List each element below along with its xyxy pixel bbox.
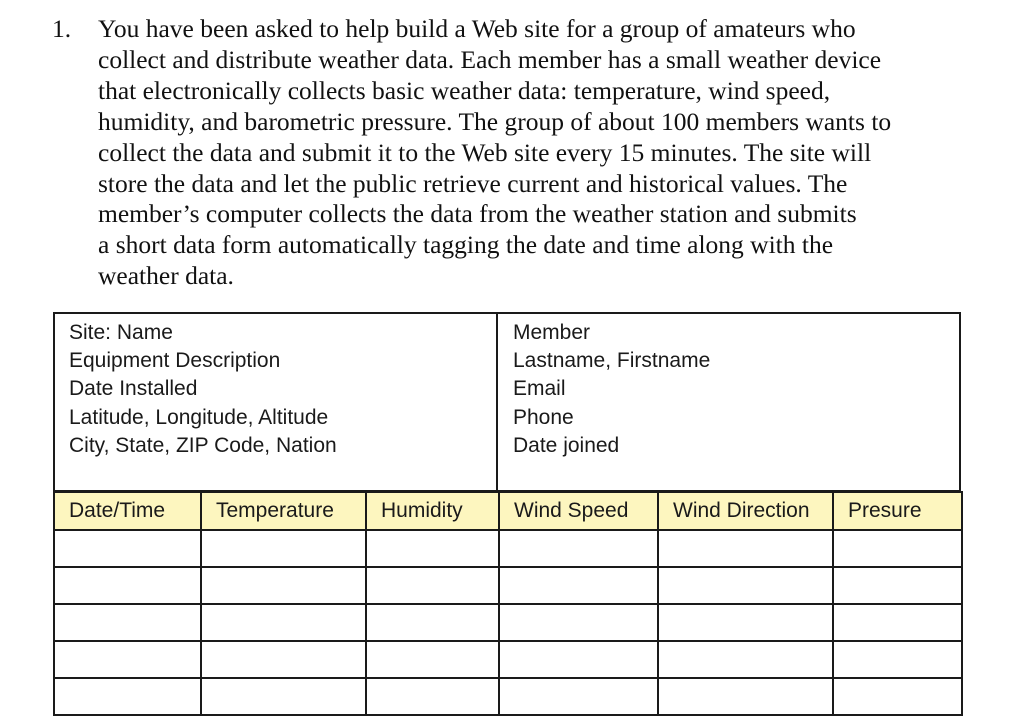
question-line: collect and distribute weather data. Each member has a small weather device: [98, 44, 882, 74]
question-line: member’s computer collects the data from the weather station and submits: [98, 199, 857, 229]
column-header-temperature: Temperature: [201, 492, 366, 530]
table-row: [54, 604, 962, 641]
table-row: [54, 530, 962, 567]
site-info-section: [69, 319, 337, 460]
weather-readings-table: [53, 491, 963, 716]
column-header-humidity: Humidity: [366, 492, 499, 530]
question-line: a short data form automatically tagging the date and time along with the: [98, 230, 834, 260]
table-cell: [201, 604, 366, 641]
table-cell: [499, 567, 658, 604]
table-cell: [54, 641, 201, 678]
site-name-label: Site: Name: [69, 321, 173, 344]
column-header-wind-direction: Wind Direction: [658, 492, 833, 530]
member-name-label: Lastname, Firstname: [513, 349, 711, 373]
member-phone-label: Phone: [513, 405, 574, 429]
question-number: 1.: [52, 14, 72, 43]
table-cell: [833, 567, 962, 604]
column-header-date-time: Date/Time: [54, 492, 201, 530]
table-header-row: [54, 492, 962, 530]
table-cell: [366, 567, 499, 604]
question-text: [98, 14, 998, 292]
question-line: collect the data and submit it to the Web site every 15 minutes. The site will: [98, 137, 872, 167]
question-line: You have been asked to help build a Web site for a group of amateurs who: [98, 14, 856, 43]
table-cell: [366, 530, 499, 567]
member-email-label: Email: [513, 377, 566, 401]
form-header-divider: [496, 312, 498, 492]
table-cell: [499, 604, 658, 641]
column-header-pressure: Presure: [833, 492, 962, 530]
member-info-section: [513, 319, 710, 460]
table-cell: [54, 678, 201, 715]
lat-long-alt-label: Latitude, Longitude, Altitude: [69, 405, 329, 429]
table-cell: [366, 678, 499, 715]
table-cell: [201, 567, 366, 604]
table-cell: [201, 678, 366, 715]
table-cell: [54, 567, 201, 604]
table-cell: [499, 530, 658, 567]
table-cell: [366, 641, 499, 678]
table-cell: [54, 530, 201, 567]
table-cell: [201, 641, 366, 678]
table-cell: [499, 641, 658, 678]
table-cell: [658, 567, 833, 604]
table-row: [54, 678, 962, 715]
table-row: [54, 641, 962, 678]
table-cell: [833, 641, 962, 678]
equipment-description-label: Equipment Description: [69, 349, 281, 373]
member-date-joined-label: Date joined: [513, 433, 620, 457]
member-heading: Member: [513, 321, 591, 344]
table-row: [54, 567, 962, 604]
table-cell: [499, 678, 658, 715]
table-cell: [658, 530, 833, 567]
table-cell: [658, 678, 833, 715]
table-cell: [833, 604, 962, 641]
column-header-wind-speed: Wind Speed: [499, 492, 658, 530]
table-cell: [833, 678, 962, 715]
question-line: store the data and let the public retrieve current and historical values. The: [98, 168, 848, 198]
city-state-zip-nation-label: City, State, ZIP Code, Nation: [69, 433, 337, 457]
question-line: weather data.: [98, 261, 234, 291]
table-cell: [54, 604, 201, 641]
table-cell: [201, 530, 366, 567]
table-cell: [658, 641, 833, 678]
table-cell: [833, 530, 962, 567]
date-installed-label: Date Installed: [69, 377, 198, 401]
table-cell: [366, 604, 499, 641]
question-line: that electronically collects basic weather data: temperature, wind speed,: [98, 75, 831, 105]
table-cell: [658, 604, 833, 641]
question-line: humidity, and barometric pressure. The group of about 100 members wants to: [98, 106, 892, 136]
